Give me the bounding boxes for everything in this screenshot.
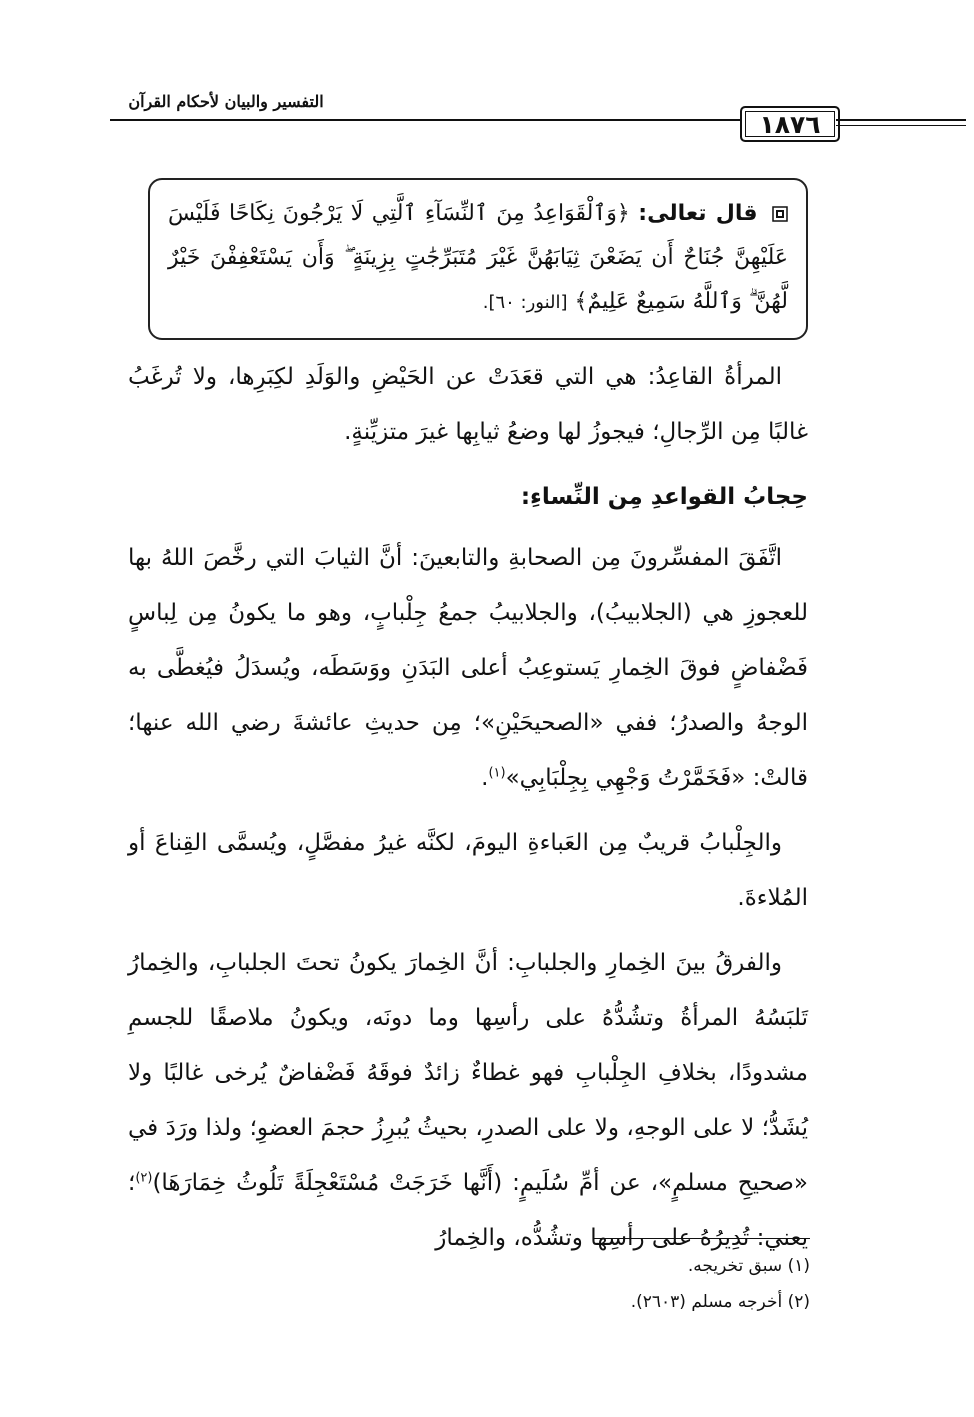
- paragraph: اتَّفَقَ المفسِّرونَ مِن الصحابةِ والتابعينَ: أنَّ الثيابَ التي رخَّصَ اللهُ بها للعجوزِ هي (الجلابيبُ)، والجلابيبُ جمعُ جِلْبابٍ، وهو ما يكونُ مِن لِباسٍ فَضْفاضٍ فوقَ الخِمارِ يَستوعِبُ أعلى البَدَنِ ووَسَطَه، ويُسدَلُ فيُغطَّى به الوجهُ والصدرُ؛ ففي «الصحيحَيْنِ»؛ مِن حديثِ عائشةَ رضي الله عنها؛ قالتْ: «فَخَمَّرْتُ وَجْهِي بِجِلْبَابِي»$^{(١)}$.: [128, 545, 808, 791]
- verse-reference: [النور: ٦٠].: [482, 292, 568, 313]
- footnote: [400, 1248, 810, 1284]
- footnote-number: (١): [787, 1256, 810, 1276]
- footnotes: [400, 1248, 810, 1320]
- verse-text: ﴿وَٱلْقَوَاعِدُ مِنَ ٱلنِّسَآءِ ٱلَّتِي لَا يَرْجُونَ نِكَاحًا فَلَيْسَ عَلَيْهِنَّ جُنَاحٌ أَن يَضَعْنَ ثِيَابَهُنَّ غَيْرَ مُتَبَرِّجَٰتٍ بِزِينَةٍ ۖ وَأَن يَسْتَعْفِفْنَ خَيْرٌ لَّهُنَّ ۗ وَٱللَّهُ سَمِيعٌ عَلِيمٌ﴾: [168, 201, 788, 314]
- verse-text-block: [168, 192, 788, 325]
- book-title: التفسير والبيان لأحكام القرآن: [128, 92, 324, 111]
- footnote-text: سبق تخريجه.: [687, 1256, 783, 1276]
- footnote: [400, 1284, 810, 1320]
- footnote-separator: [594, 1238, 810, 1239]
- header-rule-right: [836, 119, 966, 121]
- paragraph: والفرقُ بينَ الخِمارِ والجلبابِ: أنَّ الخِمارَ يكونُ تحتَ الجلبابِ، والخِمارُ تَلبَسُهُ المرأةُ وتشُدُّهُ على رأسِها وما دونَه، ويكونُ ملاصقًا للجسمِ مشدودًا، بخلافِ الجِلْبابِ فهو غطاءٌ زائدٌ فوقَهُ فَضْفاضٌ يُرخى غالبًا ولا يُشَدُّ؛ لا على الوجهِ، ولا على الصدرِ، بحيثُ يُبرِزُ حجمَ العضوِ؛ ولذا ورَدَ في «صحيحِ مسلمٍ»، عن أمِّ سُلَيمٍ: (أَنَّها خَرَجَتْ مُسْتَعْجِلَةً تَلُوثُ خِمَارَهَا)$^{(٢)}$؛ يعني: تُدِيرُهُ على رأسِها وتشُدُّه، والخِمارُ: [128, 950, 808, 1251]
- header-rule-right-thin: [836, 125, 966, 126]
- footnote-text: أخرجه مسلم (٢٦٠٣).: [630, 1292, 783, 1312]
- section-heading: حِجابُ القواعدِ مِن النِّساءِ:: [520, 484, 808, 510]
- page-number: ١٨٧٦: [759, 109, 821, 139]
- running-header: [110, 92, 860, 152]
- paragraph: والجِلْبابُ قريبٌ مِن العَباءةِ اليومَ، لكنَّه غيرُ مفصَّلٍ، ويُسمَّى القِناعَ أو المُلاءةَ.: [128, 830, 808, 911]
- verse-speaker: قال تعالى:: [638, 201, 758, 226]
- footnote-marker: (١): [488, 765, 506, 781]
- paragraph: المرأةُ القاعِدُ: هي التي قعَدَتْ عن الحَيْضِ والوَلَدِ لكِبَرِها، ولا تُرغَبُ غالبًا مِن الرِّجالِ؛ فيجوزُ لها وضعُ ثيابِها غيرَ متزيِّنةٍ.: [128, 364, 808, 445]
- page-number-frame: [740, 106, 840, 142]
- footnote-number: (٢): [787, 1292, 810, 1312]
- body-text: [128, 350, 808, 1276]
- footnote-marker: (٢): [135, 1170, 153, 1186]
- ornament-icon: [772, 206, 788, 222]
- quran-verse-box: [148, 178, 808, 340]
- header-rule: [110, 119, 740, 121]
